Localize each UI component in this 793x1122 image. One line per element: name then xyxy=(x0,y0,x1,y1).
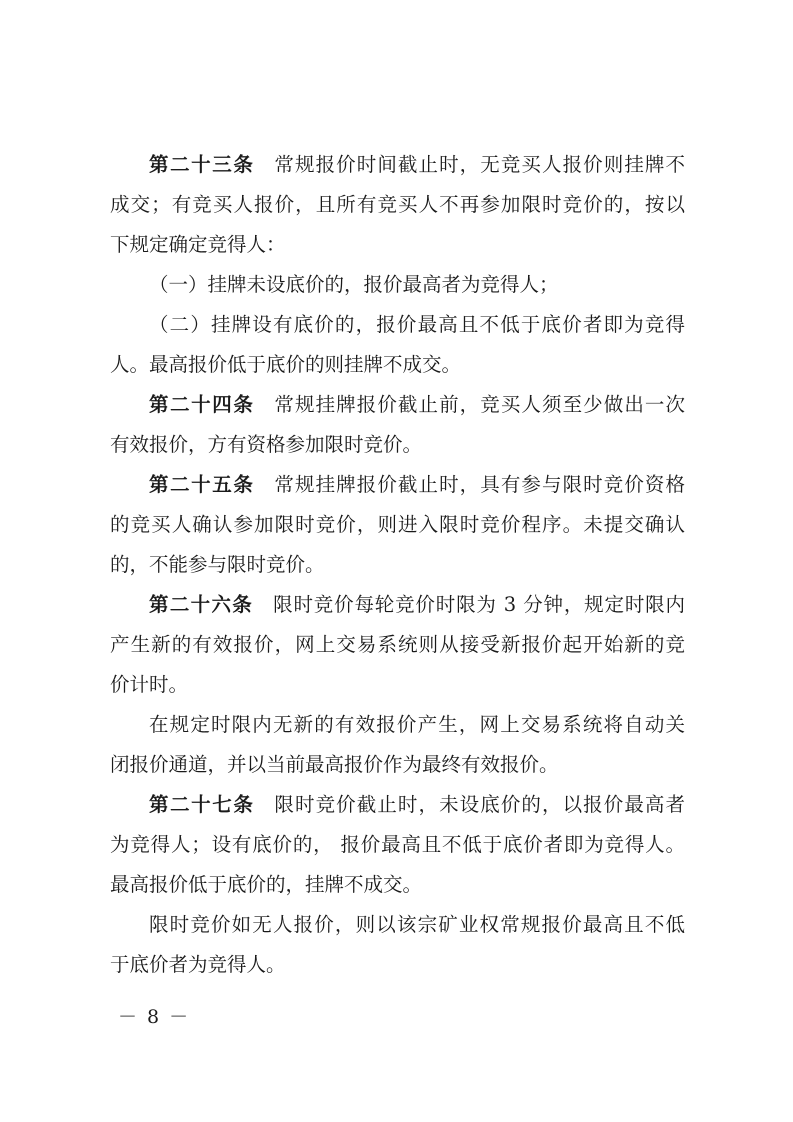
article-23-line-3: 下规定确定竞得人： xyxy=(110,233,286,256)
article-23-text: 常规报价时间截止时，无竞买人报价则挂牌不 xyxy=(274,153,685,176)
article-23-item-2-line-1: （二）挂牌设有底价的，报价最高且不低于底价者即为竞得 xyxy=(149,313,685,336)
article-27-line-3: 最高报价低于底价的，挂牌不成交。 xyxy=(110,873,423,896)
article-26-para-2-line-1: 在规定时限内无新的有效报价产生，网上交易系统将自动关 xyxy=(149,713,685,736)
article-25-line-1 xyxy=(149,465,685,505)
article-23-title: 第二十三条 xyxy=(149,153,255,176)
article-26-text: 限时竞价每轮竞价时限为 3 分钟，规定时限内 xyxy=(273,593,685,616)
article-27-text: 限时竞价截止时，未设底价的，以报价最高者 xyxy=(274,793,685,816)
article-25-line-3: 的，不能参与限时竞价。 xyxy=(110,553,325,576)
article-27-line-2: 为竞得人；设有底价的， 报价最高且不低于底价者即为竞得人。 xyxy=(110,833,685,856)
article-25-text: 常规挂牌报价截止时，具有参与限时竞价资格 xyxy=(274,473,685,496)
article-26-line-3: 价计时。 xyxy=(110,673,189,696)
article-26-line-2: 产生新的有效报价，网上交易系统则从接受新报价起开始新的竞 xyxy=(110,633,685,656)
article-25-title: 第二十五条 xyxy=(149,473,255,496)
article-24-line-2: 有效报价，方有资格参加限时竞价。 xyxy=(110,433,423,456)
page-number: － 8 － xyxy=(118,1006,191,1028)
article-27-line-1 xyxy=(149,785,685,825)
article-23-line-2: 成交；有竞买人报价，且所有竞买人不再参加限时竞价的，按以 xyxy=(110,193,685,216)
article-23-line-1 xyxy=(149,145,685,185)
article-26-para-2-line-2: 闭报价通道，并以当前最高报价作为最终有效报价。 xyxy=(110,753,559,776)
article-24-text: 常规挂牌报价截止前，竞买人须至少做出一次 xyxy=(274,393,685,416)
article-27-title: 第二十七条 xyxy=(149,793,255,816)
article-24-line-1 xyxy=(149,385,685,425)
article-24-title: 第二十四条 xyxy=(149,393,255,416)
article-26-title: 第二十六条 xyxy=(149,593,254,616)
article-25-line-2: 的竞买人确认参加限时竞价，则进入限时竞价程序。未提交确认 xyxy=(110,513,685,536)
article-23-item-1: （一）挂牌未设底价的，报价最高者为竞得人； xyxy=(149,273,559,296)
article-27-para-2-line-1: 限时竞价如无人报价，则以该宗矿业权常规报价最高且不低 xyxy=(149,913,685,936)
article-27-para-2-line-2: 于底价者为竞得人。 xyxy=(110,953,286,976)
article-23-item-2-line-2: 人。最高报价低于底价的则挂牌不成交。 xyxy=(110,353,462,376)
article-26-line-1 xyxy=(149,585,685,625)
